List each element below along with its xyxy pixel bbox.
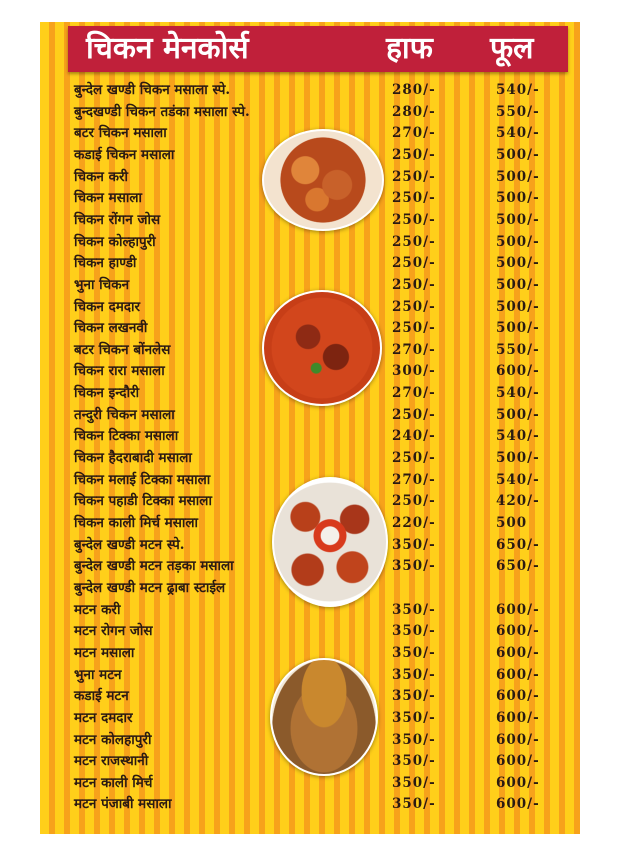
chicken-lollipop-plate-image — [272, 477, 388, 607]
menu-item-full-price: 550/- — [496, 103, 540, 120]
menu-item-half-price: 350/- — [392, 688, 436, 705]
menu-item-half-price: 350/- — [392, 774, 436, 791]
menu-item-half-price: 250/- — [392, 255, 436, 272]
menu-item-half-price: 250/- — [392, 146, 436, 163]
menu-item-row — [40, 794, 580, 815]
menu-item-name: मटन राजस्थानी — [74, 753, 149, 770]
menu-item-full-price: 500/- — [496, 190, 540, 207]
menu-item-row — [40, 426, 580, 447]
menu-item-half-price: 270/- — [392, 385, 436, 402]
menu-item-full-price: 500/- — [496, 233, 540, 250]
menu-item-half-price: 350/- — [392, 601, 436, 618]
menu-item-half-price: 350/- — [392, 644, 436, 661]
menu-item-name: मटन मसाला — [74, 644, 135, 661]
menu-item-full-price: 540/- — [496, 125, 540, 142]
menu-item-name: मटन रोगन जोस — [74, 623, 153, 640]
menu-item-row — [40, 621, 580, 642]
full-column-label: फूल — [490, 31, 534, 66]
menu-item-name: बुन्दखण्डी चिकन तडंका मसाला स्पे. — [74, 103, 250, 120]
menu-item-full-price: 540/- — [496, 471, 540, 488]
menu-item-name: मटन दमदार — [74, 709, 133, 726]
menu-item-half-price: 350/- — [392, 796, 436, 813]
menu-item-name: चिकन हैदराबादी मसाला — [74, 450, 192, 467]
menu-item-name: चिकन टिक्का मसाला — [74, 428, 179, 445]
menu-item-full-price: 600/- — [496, 753, 540, 770]
menu-item-name: कडाई मटन — [74, 688, 129, 705]
menu-item-full-price: 650/- — [496, 558, 540, 575]
menu-item-name: बटर चिकन मसाला — [74, 125, 167, 142]
menu-item-name: चिकन दमदार — [74, 298, 141, 315]
menu-item-name: मटन कोलहापुरी — [74, 731, 152, 748]
menu-item-name: तन्दुरी चिकन मसाला — [74, 406, 175, 423]
menu-item-full-price: 500/- — [496, 146, 540, 163]
menu-item-half-price: 350/- — [392, 709, 436, 726]
menu-item-name: चिकन करी — [74, 168, 129, 185]
menu-item-half-price: 350/- — [392, 623, 436, 640]
menu-item-name: मटन करी — [74, 601, 121, 618]
menu-item-half-price: 270/- — [392, 341, 436, 358]
menu-item-full-price: 500/- — [496, 255, 540, 272]
menu-item-row — [40, 253, 580, 274]
menu-item-full-price: 600/- — [496, 601, 540, 618]
menu-item-full-price: 500/- — [496, 320, 540, 337]
menu-item-half-price: 300/- — [392, 363, 436, 380]
menu-item-name: चिकन लखनवी — [74, 320, 148, 337]
menu-item-row — [40, 773, 580, 794]
menu-item-name: चिकन कोल्हापुरी — [74, 233, 156, 250]
half-column-label: हाफ — [386, 31, 433, 66]
menu-item-full-price: 600/- — [496, 688, 540, 705]
menu-poster — [40, 22, 580, 834]
menu-item-name: मटन पंजाबी मसाला — [74, 796, 172, 813]
menu-item-name: बुन्देल खण्डी चिकन मसाला स्पे. — [74, 82, 231, 98]
menu-item-name: चिकन काली मिर्च मसाला — [74, 515, 199, 531]
menu-item-full-price: 600/- — [496, 731, 540, 748]
menu-item-full-price: 540/- — [496, 82, 540, 98]
menu-item-half-price: 250/- — [392, 168, 436, 185]
menu-item-name: चिकन रोंगन जोस — [74, 211, 161, 228]
menu-item-full-price: 600/- — [496, 774, 540, 791]
menu-item-name: चिकन मलाई टिक्का मसाला — [74, 471, 211, 488]
menu-item-row — [40, 405, 580, 426]
menu-item-half-price: 250/- — [392, 450, 436, 467]
menu-item-full-price: 500/- — [496, 406, 540, 423]
menu-item-name: कडाई चिकन मसाला — [74, 146, 175, 163]
menu-item-half-price: 350/- — [392, 731, 436, 748]
menu-item-half-price: 250/- — [392, 406, 436, 423]
menu-item-full-price: 500/- — [496, 211, 540, 228]
menu-item-full-price: 500/- — [496, 168, 540, 185]
menu-item-name: चिकन पहाडी टिक्का मसाला — [74, 493, 212, 510]
menu-item-half-price: 250/- — [392, 320, 436, 337]
chicken-masala-bowl-image — [262, 129, 384, 231]
menu-item-half-price: 280/- — [392, 103, 436, 120]
menu-item-half-price: 250/- — [392, 493, 436, 510]
menu-item-full-price: 500/- — [496, 298, 540, 315]
menu-item-row — [40, 80, 580, 101]
menu-item-half-price: 250/- — [392, 233, 436, 250]
menu-item-half-price: 250/- — [392, 211, 436, 228]
menu-item-half-price: 250/- — [392, 276, 436, 293]
menu-item-name: चिकन इन्दौरी — [74, 385, 140, 402]
menu-item-name: भुना मटन — [74, 666, 122, 683]
menu-item-row — [40, 102, 580, 123]
menu-item-full-price: 500 — [496, 515, 528, 531]
menu-item-half-price: 270/- — [392, 471, 436, 488]
menu-item-name: बटर चिकन बोंनलेस — [74, 341, 171, 358]
menu-item-full-price: 650/- — [496, 536, 540, 553]
menu-item-full-price: 500/- — [496, 450, 540, 467]
menu-item-name: चिकन रारा मसाला — [74, 363, 165, 380]
menu-item-full-price: 540/- — [496, 385, 540, 402]
menu-item-half-price: 350/- — [392, 666, 436, 683]
menu-item-name: भुना चिकन — [74, 276, 130, 293]
mutton-curry-pot-image — [270, 658, 378, 776]
menu-item-half-price: 250/- — [392, 190, 436, 207]
menu-item-half-price: 250/- — [392, 298, 436, 315]
menu-item-full-price: 550/- — [496, 341, 540, 358]
menu-item-full-price: 600/- — [496, 796, 540, 813]
menu-item-full-price: 420/- — [496, 493, 540, 510]
menu-item-half-price: 220/- — [392, 515, 436, 531]
menu-item-full-price: 500/- — [496, 276, 540, 293]
menu-item-name: बुन्देल खण्डी मटन ढ्राबा स्टाईल — [74, 579, 226, 596]
menu-item-half-price: 280/- — [392, 82, 436, 98]
menu-item-full-price: 540/- — [496, 428, 540, 445]
menu-item-half-price: 350/- — [392, 753, 436, 770]
menu-item-name: चिकन मसाला — [74, 190, 142, 207]
menu-item-row — [40, 448, 580, 469]
menu-item-full-price: 600/- — [496, 666, 540, 683]
menu-item-full-price: 600/- — [496, 363, 540, 380]
menu-item-full-price: 600/- — [496, 623, 540, 640]
menu-item-full-price: 600/- — [496, 644, 540, 661]
menu-item-half-price: 270/- — [392, 125, 436, 142]
menu-item-half-price: 350/- — [392, 558, 436, 575]
chicken-curry-plate-image — [262, 290, 382, 406]
menu-title: चिकन मेनकोर्स — [86, 31, 249, 66]
menu-item-name: बुन्देल खण्डी मटन स्पे. — [74, 536, 185, 553]
menu-item-row — [40, 232, 580, 253]
menu-item-name: मटन काली मिर्च — [74, 774, 153, 791]
menu-item-full-price: 600/- — [496, 709, 540, 726]
menu-item-name: चिकन हाण्डी — [74, 255, 137, 272]
menu-item-half-price: 350/- — [392, 536, 436, 553]
menu-item-half-price: 240/- — [392, 428, 436, 445]
menu-item-name: बुन्देल खण्डी मटन तड़का मसाला — [74, 558, 234, 575]
